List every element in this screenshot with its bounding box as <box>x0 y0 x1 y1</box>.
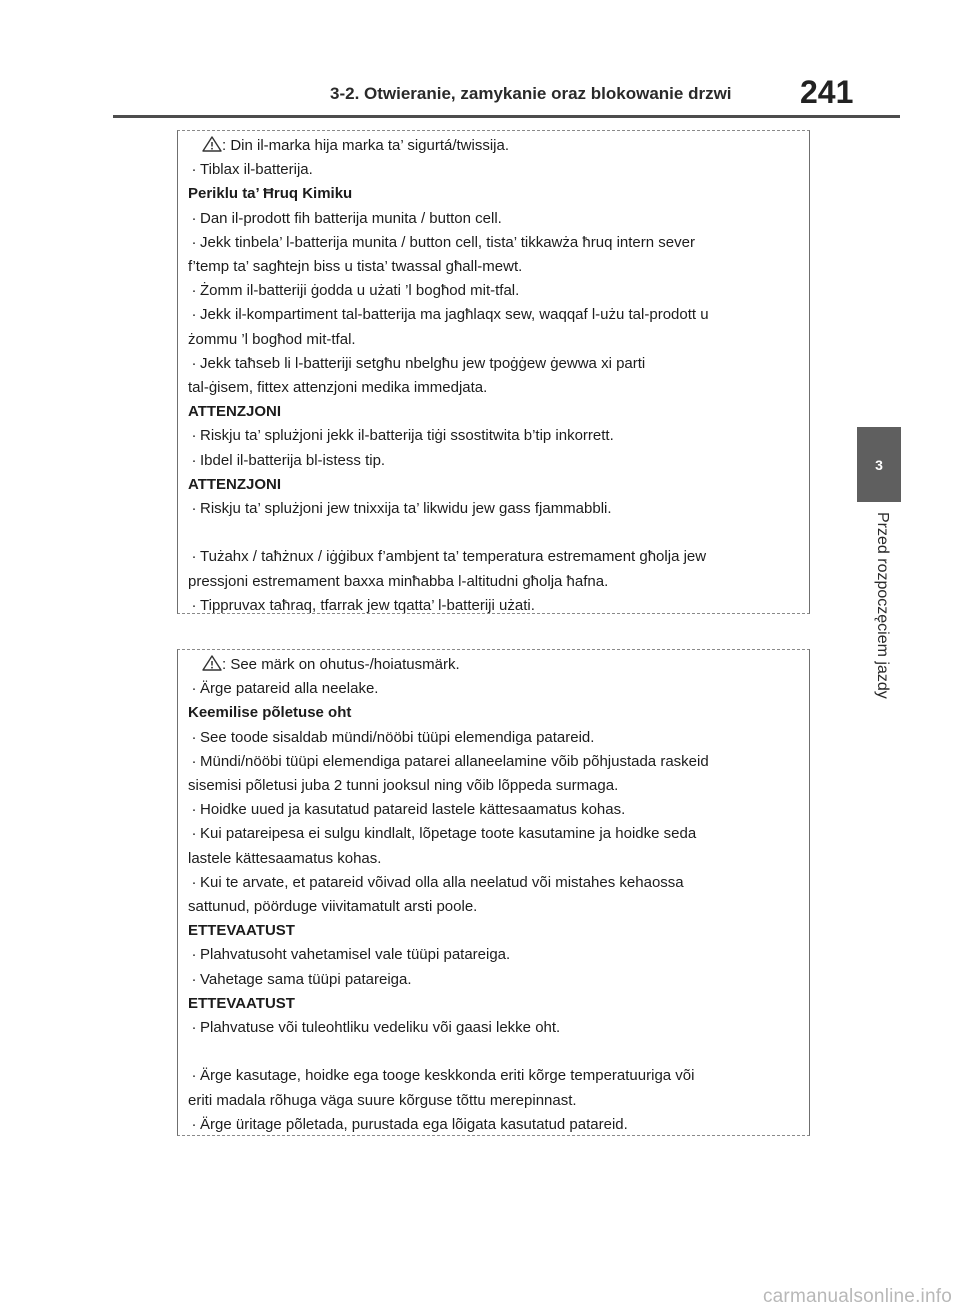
line-text: eriti madala rõhuga väga suure kõrguse tõttu merepinnast. <box>188 1091 577 1109</box>
line-text: Riskju ta’ splużjoni jekk il-batterija tiġi ssostitwita b’tip inkorrett. <box>200 427 614 445</box>
line-text: Riskju ta’ splużjoni jew tnixxija ta’ likwidu jew gass fjammabbli. <box>200 500 612 518</box>
spacer <box>188 1040 797 1064</box>
line-text: sattunud, pöörduge viivitamatult arsti poole. <box>188 898 478 916</box>
section-heading <box>188 182 797 206</box>
warning-triangle-icon <box>202 655 222 671</box>
line-text: Plahvatusoht vahetamisel vale tüüpi patareiga. <box>200 946 511 964</box>
text-line <box>188 895 797 919</box>
text-line <box>188 1016 797 1040</box>
text-line <box>188 594 797 618</box>
line-text: Hoidke uued ja kasutatud patareid lastele kättesaamatus kohas. <box>200 801 626 819</box>
text-line <box>188 352 797 376</box>
text-line <box>188 279 797 303</box>
line-text: Ärge üritage põletada, purustada ega lõigata kasutatud patareid. <box>200 1115 628 1133</box>
text-line <box>188 255 797 279</box>
bullet-dot: · <box>191 427 197 445</box>
section-heading <box>188 992 797 1016</box>
bullet-dot: · <box>191 1067 197 1085</box>
line-text: Tiblax il-batterija. <box>200 161 313 179</box>
text-line <box>188 328 797 352</box>
line-text: Ibdel il-batterija bl-istess tip. <box>200 451 386 469</box>
line-text: żommu ’l bogħod mit-tfal. <box>188 330 356 348</box>
bullet-dot: · <box>191 282 197 300</box>
text-line <box>188 822 797 846</box>
line-text: Żomm il-batteriji ġodda u użati ’l bogħod mit-tfal. <box>200 282 520 300</box>
line-text: Ärge kasutage, hoidke ega tooge keskkonda eriti kõrge temperatuuriga või <box>200 1067 695 1085</box>
line-text: Kui te arvate, et patareid võivad olla alla neelatud või mistahes kehaossa <box>200 873 684 891</box>
warning-triangle-icon <box>202 136 222 152</box>
footer-watermark: carmanualsonline.info <box>762 1286 952 1307</box>
bullet-dot: · <box>191 306 197 324</box>
bullet-dot: · <box>191 752 197 770</box>
page-number: 241 <box>800 74 854 110</box>
bullet-dot: · <box>191 354 197 372</box>
line-text: pressjoni estremament baxxa minħabba l-altitudni għolja ħafna. <box>188 572 609 590</box>
text-line <box>188 1113 797 1137</box>
spacer <box>188 521 797 545</box>
section-heading <box>188 701 797 725</box>
text-line <box>188 871 797 895</box>
bullet-dot: · <box>191 970 197 988</box>
text-line <box>188 158 797 182</box>
bullet-dot: · <box>191 873 197 891</box>
bullet-dot: · <box>191 801 197 819</box>
line-text: Periklu ta’ Ħruq Kimiku <box>188 185 353 203</box>
section-heading <box>188 919 797 943</box>
bullet-dot: · <box>191 728 197 746</box>
line-text: ATTENZJONI <box>188 475 282 493</box>
line-text: Jekk taħseb li l-batteriji setgħu nbelgħu jew tpoġġew ġewwa xi parti <box>200 354 646 372</box>
line-text: ETTEVAATUST <box>188 994 295 1012</box>
line-text: Mündi/nööbi tüüpi elemendiga patarei allaneelamine võib põhjustada raskeid <box>200 752 709 770</box>
text-line <box>188 303 797 327</box>
text-line <box>188 677 797 701</box>
text-line <box>188 726 797 750</box>
bullet-dot: · <box>191 161 197 179</box>
chapter-number: 3 <box>875 456 883 473</box>
line-text: See toode sisaldab mündi/nööbi tüüpi elemendiga patareid. <box>200 728 595 746</box>
line-text: tal-ġisem, fittex attenzjoni medika immedjata. <box>188 379 488 397</box>
line-text: Dan il-prodott fih batterija munita / button cell. <box>200 209 502 227</box>
bullet-dot: · <box>191 500 197 518</box>
bullet-dot: · <box>191 451 197 469</box>
bullet-dot: · <box>191 825 197 843</box>
section-heading <box>188 473 797 497</box>
bullet-dot: · <box>191 209 197 227</box>
text-line <box>188 968 797 992</box>
bullet-dot: · <box>191 1115 197 1133</box>
bullet-dot: · <box>191 548 197 566</box>
chapter-tab[interactable] <box>857 427 901 502</box>
line-text: ETTEVAATUST <box>188 922 295 940</box>
text-line <box>188 798 797 822</box>
line-text: Plahvatuse või tuleohtliku vedeliku või gaasi lekke oht. <box>200 1019 561 1037</box>
text-line <box>188 376 797 400</box>
text-line <box>188 1089 797 1113</box>
line-text: sisemisi põletusi juba 2 tunni jooksul ning võib lõppeda surmaga. <box>188 777 619 795</box>
text-line <box>188 207 797 231</box>
text-line <box>188 545 797 569</box>
bullet-dot: · <box>191 946 197 964</box>
text-line <box>188 231 797 255</box>
text-line <box>188 570 797 594</box>
text-line <box>188 449 797 473</box>
line-text: Jekk il-kompartiment tal-batterija ma jagħlaqx sew, waqqaf l-użu tal-prodott u <box>200 306 709 324</box>
line-text: Vahetage sama tüüpi patareiga. <box>200 970 412 988</box>
line-text: f’temp ta’ sagħtejn biss u tista’ twassal għall-mewt. <box>188 258 523 276</box>
warning-box-estonian <box>177 649 810 1136</box>
section-title: 3-2. Otwieranie, zamykanie oraz blokowanie drzwi <box>330 84 732 103</box>
chapter-title: Przed rozpoczęciem jazdy <box>874 512 891 699</box>
text-line <box>188 943 797 967</box>
line-text: lastele kättesaamatus kohas. <box>188 849 382 867</box>
line-text: ATTENZJONI <box>188 403 282 421</box>
line-text: : See märk on ohutus-/hoiatusmärk. <box>222 656 460 673</box>
line-text: Ärge patareid alla neelake. <box>200 680 379 698</box>
text-line <box>188 497 797 521</box>
text-line <box>188 774 797 798</box>
text-line <box>188 134 797 158</box>
warning-box-maltese <box>177 130 810 614</box>
bullet-dot: · <box>191 1019 197 1037</box>
text-line <box>188 653 797 677</box>
line-text: Tippruvax taħraq, tfarrak jew tqatta’ l-batteriji użati. <box>200 596 535 614</box>
line-text: Kui patareipesa ei sulgu kindlalt, lõpetage toote kasutamine ja hoidke seda <box>200 825 697 843</box>
bullet-dot: · <box>191 233 197 251</box>
section-heading <box>188 400 797 424</box>
text-line <box>188 847 797 871</box>
bullet-dot: · <box>191 680 197 698</box>
text-line <box>188 424 797 448</box>
text-line <box>188 750 797 774</box>
text-line <box>188 1064 797 1088</box>
line-text: Jekk tinbela’ l-batterija munita / button cell, tista’ tikkawża ħruq intern sever <box>200 233 695 251</box>
bullet-dot: · <box>191 596 197 614</box>
header-rule <box>113 115 900 118</box>
line-text: Tużahx / taħżnux / iġġibux f’ambjent ta’ temperatura estremament għolja jew <box>200 548 707 566</box>
line-text: Keemilise põletuse oht <box>188 704 352 722</box>
line-text: : Din il-marka hija marka ta’ sigurtá/twissija. <box>222 137 510 154</box>
